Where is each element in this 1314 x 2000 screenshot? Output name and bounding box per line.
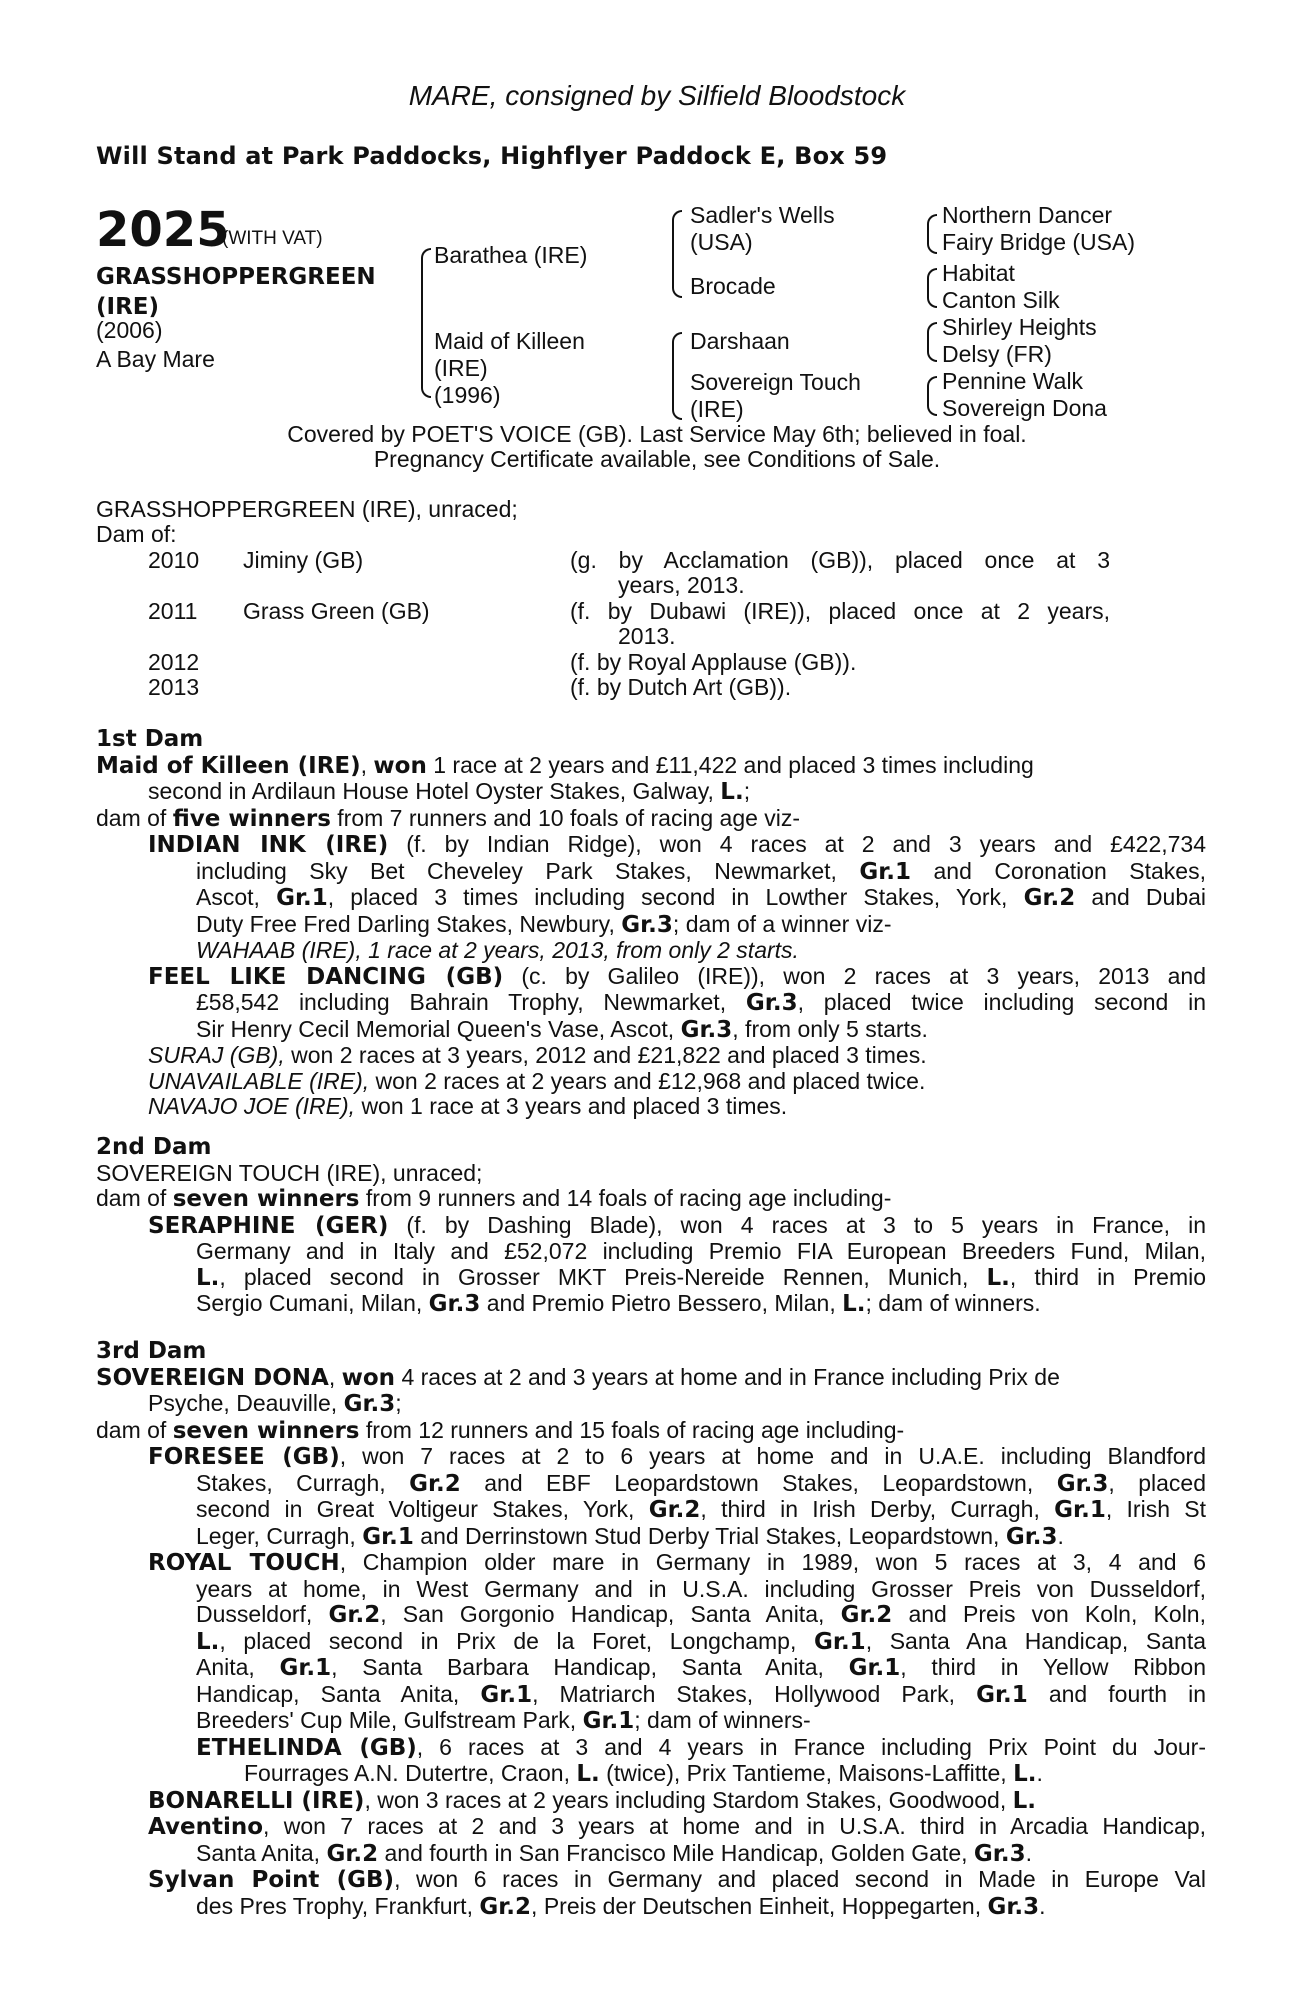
progeny-aventino: Aventino, won 7 races at 2 and 3 years at home and in U.S.A. third in Arcadia Handicap, Santa Anita, Gr.2 and fourth in San Francisco Mile Handicap, Golden Gate, Gr.3.	[148, 1813, 1206, 1867]
progeny-unavailable: UNAVAILABLE (IRE), won 2 races at 2 years and £12,968 and placed twice.	[148, 1067, 926, 1094]
progeny-indian-ink: INDIAN INK (IRE) (f. by Indian Ridge), won 4 races at 2 and 3 years and £422,734 including Sky Bet Cheveley Park Stakes, Newmarket, Gr.1 and Coronation Stakes, Ascot, Gr.1, placed 3 times including second in Lowther Stakes, York, Gr.2 and Dubai Duty Free Fred Darling Stakes, Newbury, Gr.3; dam of a winner viz- WAHAAB (IRE), 1 race at 2 years, 2013, from only 2 starts.	[148, 831, 1207, 963]
brace-g3-3	[927, 322, 937, 362]
ped-g3-2: Fairy Bridge (USA)	[942, 229, 1135, 255]
ped-g3-8: Sovereign Dona	[942, 395, 1107, 421]
lot-number: 2025	[96, 202, 230, 258]
horse-name-line2: (IRE)	[96, 294, 160, 320]
brace-g3-1	[927, 214, 937, 254]
vat-label: (WITH VAT)	[222, 228, 323, 249]
ped-dam-dam: Sovereign Touch (IRE)	[690, 369, 861, 422]
section-heading: 2nd Dam	[96, 1134, 212, 1160]
progeny-feel-like-dancing: FEEL LIKE DANCING (GB) (c. by Galileo (IRE)), won 2 races at 3 years, 2013 and £58,542 including Bahrain Trophy, Newmarket, Gr.3, placed twice including second in Sir Henry Cecil Memorial Queen's Vase, Ascot, Gr.3, from only 5 starts.	[148, 962, 1207, 1043]
ped-g3-6: Delsy (FR)	[942, 341, 1052, 367]
ped-sire-dam: Brocade	[690, 273, 776, 299]
produce-desc-cont: 2013.	[618, 623, 676, 649]
ped-g3-1: Northern Dancer	[942, 202, 1113, 228]
progeny-royal-touch: ROYAL TOUCH, Champion older mare in Germany in 1989, won 5 races at 3, 4 and 6 years at home, in West Germany and in U.S.A. including Grosser Preis von Dusseldorf, Dusseldorf, Gr.2, San Gorgonio Handicap, Santa Anita, Gr.2 and Preis von Koln, Koln, L., placed second in Prix de la Foret, Longchamp, Gr.1, Santa Ana Handicap, Santa Anita, Gr.1, Santa Barbara Handicap, Santa Anita, Gr.1, third in Yellow Ribbon Handicap, Santa Anita, Gr.1, Matriarch Stakes, Hollywood Park, Gr.1 and fourth in Breeders' Cup Mile, Gulfstream Park, Gr.1; dam of winners- ETHELINDA (GB), 6 races at 3 and 4 years in France including Prix Point du Jour- Fourrages A.N. Dutertre, Craon, L. (twice), Prix Tantieme, Maisons-Laffitte, L..	[148, 1549, 1207, 1787]
produce-year: 2010	[148, 547, 200, 573]
progeny-navajo-joe: NAVAJO JOE (IRE), won 1 race at 3 years and placed 3 times.	[148, 1093, 788, 1119]
ped-dam-sire: Darshaan	[690, 328, 790, 354]
produce-year: 2011	[148, 598, 198, 624]
produce-desc-cont: years, 2013.	[618, 572, 745, 598]
brace-g3-4	[927, 376, 937, 416]
produce-desc: (f. by Dutch Art (GB)).	[570, 674, 792, 700]
dam-record: SOVEREIGN DONA, won 4 races at 2 and 3 years at home and in France including Prix de	[96, 1363, 1060, 1391]
stand-location: Will Stand at Park Paddocks, Highflyer Paddock E, Box 59	[96, 142, 888, 170]
pregnancy-note: Pregnancy Certificate available, see Conditions of Sale.	[373, 446, 941, 472]
dam-record-cont: Psyche, Deauville, Gr.3;	[148, 1390, 402, 1417]
section-heading: 1st Dam	[96, 726, 204, 752]
ped-g3-3: Habitat	[942, 260, 1015, 286]
brace-sire	[672, 210, 682, 298]
second-dam-section	[96, 1135, 1206, 1318]
foaling-year: (2006)	[96, 317, 163, 343]
horse-info	[96, 316, 215, 374]
produce-dam-of: Dam of:	[96, 521, 177, 547]
progeny-seraphine: SERAPHINE (GER) (f. by Dashing Blade), won 4 races at 3 to 5 years in France, in Germany and in Italy and £52,072 including Premio FIA European Breeders Fund, Milan, L., placed second in Grosser MKT Preis-Nereide Rennen, Munich, L., third in Premio Sergio Cumani, Milan, Gr.3 and Premio Pietro Bessero, Milan, L.; dam of winners.	[148, 1211, 1207, 1317]
ped-sire: Barathea (IRE)	[434, 242, 588, 268]
dam-record: SOVEREIGN TOUCH (IRE), unraced;	[96, 1159, 483, 1186]
produce-name: Jiminy (GB)	[243, 547, 364, 573]
horse-name	[96, 262, 416, 322]
section-heading: 3rd Dam	[96, 1338, 207, 1364]
dam-of-line: dam of seven winners from 12 runners and 15 foals of racing age including-	[96, 1416, 905, 1444]
dam-of-line: dam of seven winners from 9 runners and 14 foals of racing age including-	[96, 1185, 892, 1212]
produce-desc: (g. by Acclamation (GB)), placed once at 3	[570, 547, 1110, 573]
brace-dam	[672, 332, 682, 420]
covered-note: Covered by POET'S VOICE (GB). Last Service May 6th; believed in foal.	[287, 421, 1027, 447]
horse-name-line1: GRASSHOPPERGREEN	[96, 264, 376, 290]
progeny-foresee: FORESEE (GB), won 7 races at 2 to 6 years at home and in U.A.E. including Blandford Stakes, Curragh, Gr.2 and EBF Leopardstown Stakes, Leopardstown, Gr.3, placed second in Great Voltigeur Stakes, York, Gr.2, third in Irish Derby, Curragh, Gr.1, Irish St Leger, Curragh, Gr.1 and Derrinstown Stud Derby Trial Stakes, Leopardstown, Gr.3.	[148, 1443, 1207, 1550]
progeny-bonarelli: BONARELLI (IRE), won 3 races at 2 years including Stardom Stakes, Goodwood, L.	[148, 1786, 1037, 1814]
ped-sire-sire: Sadler's Wells (USA)	[690, 202, 835, 255]
produce-year: 2013	[148, 674, 200, 700]
produce-year: 2012	[148, 649, 200, 675]
ped-g3-5: Shirley Heights	[942, 314, 1097, 340]
third-dam-section	[96, 1339, 1206, 1920]
brace-gen1	[421, 248, 431, 398]
produce-desc: (f. by Royal Applause (GB)).	[570, 649, 857, 675]
page-title: MARE, consigned by Silfield Bloodstock	[408, 80, 906, 111]
first-dam-section	[96, 727, 1206, 1120]
ped-dam: Maid of Killeen (IRE) (1996)	[434, 328, 585, 408]
progeny-sylvan-point: Sylvan Point (GB), won 6 races in Germany and placed second in Made in Europe Val des Pres Trophy, Frankfurt, Gr.2, Preis der Deutschen Einheit, Hoppegarten, Gr.3.	[148, 1866, 1206, 1920]
dam-of-line: dam of five winners from 7 runners and 10 foals of racing age viz-	[96, 804, 801, 832]
ped-g3-4: Canton Silk	[942, 287, 1060, 313]
dam-record-cont: second in Ardilaun House Hotel Oyster Stakes, Galway, L.;	[148, 778, 751, 805]
ped-g3-7: Pennine Walk	[942, 368, 1084, 394]
produce-desc: (f. by Dubawi (IRE)), placed once at 2 years,	[570, 598, 1110, 624]
dam-record: Maid of Killeen (IRE), won 1 race at 2 years and £11,422 and placed 3 times including	[96, 751, 1034, 779]
horse-description: A Bay Mare	[96, 346, 215, 372]
progeny-suraj: SURAJ (GB), won 2 races at 3 years, 2012 and £21,822 and placed 3 times.	[148, 1042, 927, 1068]
produce-intro: GRASSHOPPERGREEN (IRE), unraced;	[96, 496, 518, 522]
brace-g3-2	[927, 268, 937, 308]
produce-name: Grass Green (GB)	[243, 598, 430, 624]
